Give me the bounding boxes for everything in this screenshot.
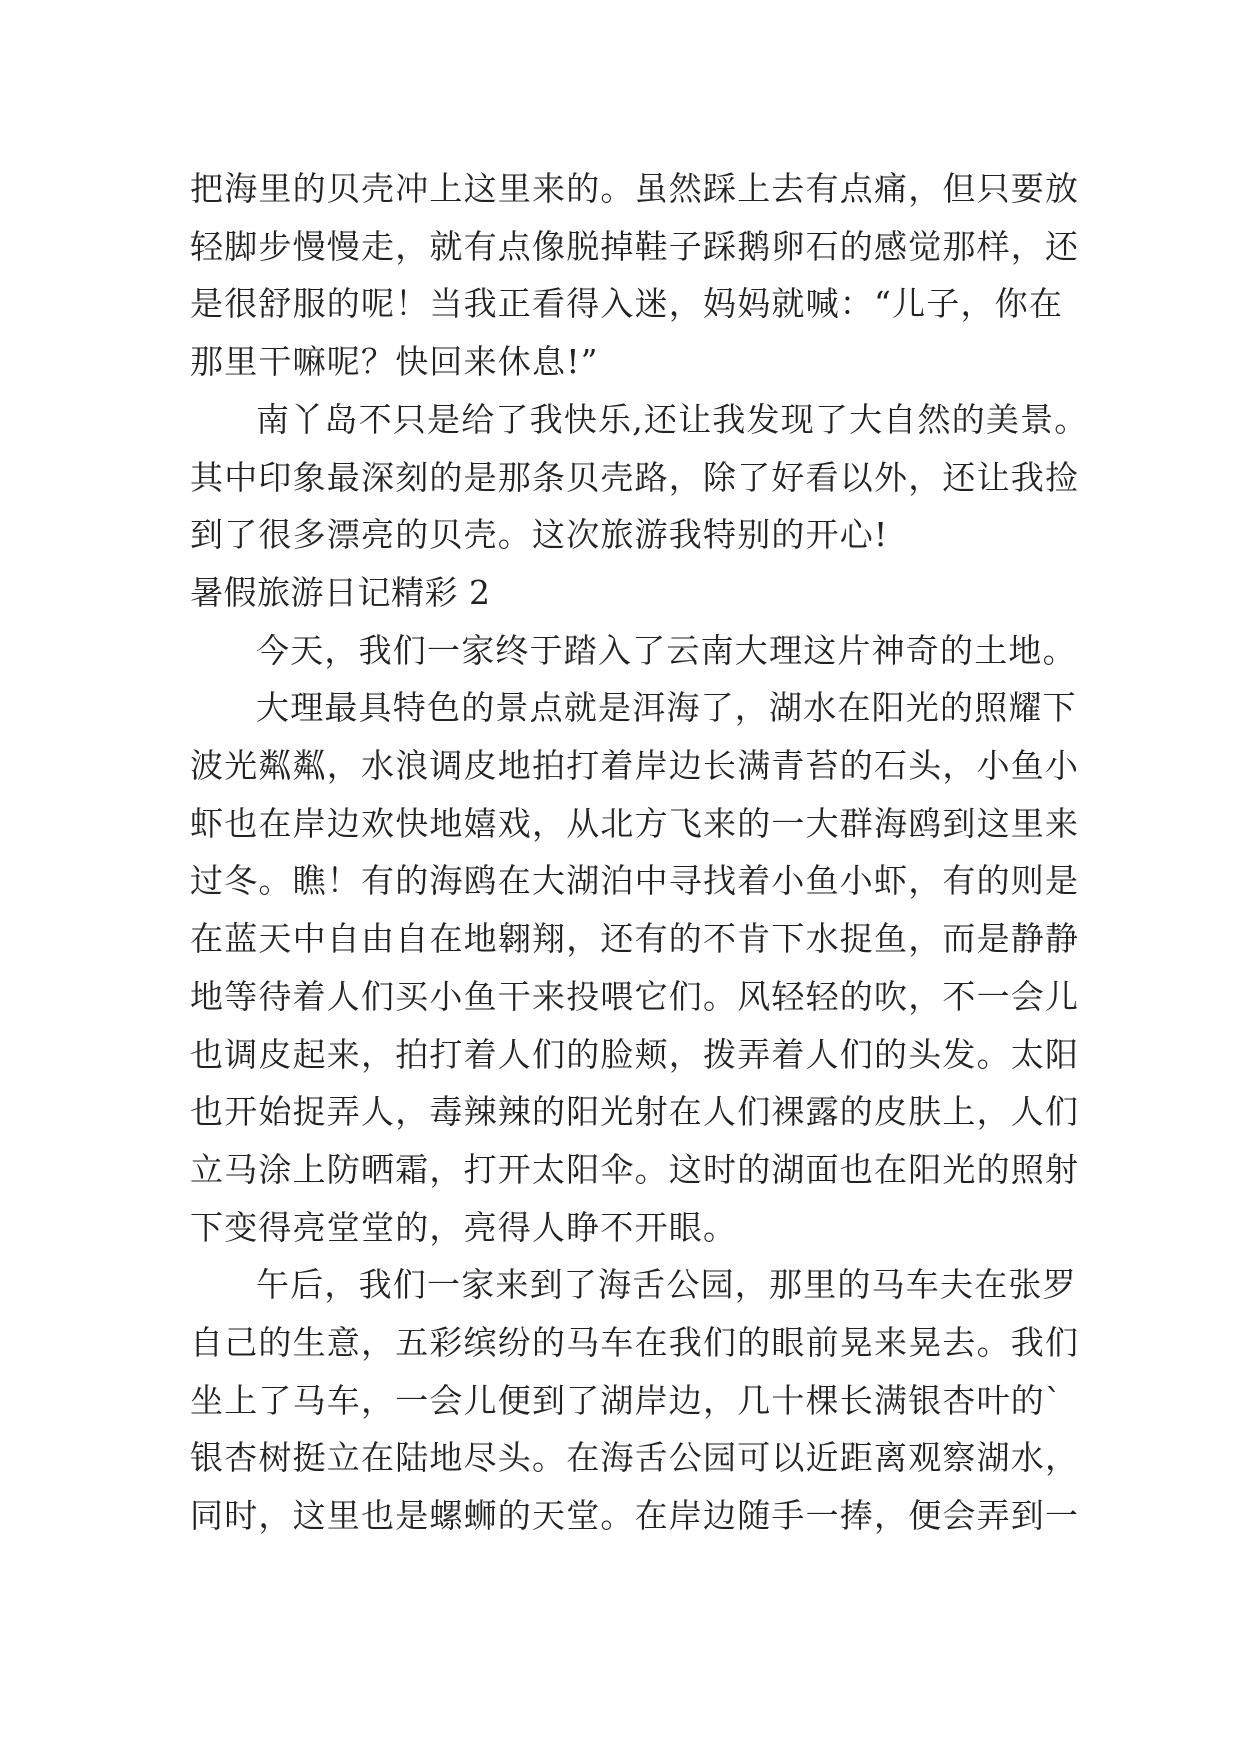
- paragraph: [190, 679, 1090, 1256]
- paragraph: [190, 160, 1090, 391]
- text-line: 其中印象最深刻的是那条贝壳路，除了好看以外，还让我捡: [190, 457, 1080, 497]
- paragraph: [190, 622, 1090, 680]
- text-line: 到了很多漂亮的贝壳。这次旅游我特别的开心!: [190, 515, 889, 555]
- text-line: 那里干嘛呢？快回来休息!”: [190, 342, 599, 382]
- text-line: 把海里的贝壳冲上这里来的。虽然踩上去有点痛，但只要放: [190, 169, 1080, 208]
- text-line: 午后，我们一家来到了海舌公园，那里的马车夫在张罗: [256, 1265, 1077, 1305]
- text-line: 南丫岛不只是给了我快乐,还让我发现了大自然的美景。: [256, 399, 1089, 439]
- text-line: 今天，我们一家终于踏入了云南大理这片神奇的土地。: [256, 630, 1077, 670]
- document-body: [190, 160, 1090, 1545]
- text-line: 地等待着人们买小鱼干来投喂它们。风轻轻的吹，不一会儿: [190, 976, 1080, 1016]
- section-heading: 暑假旅游日记精彩 2: [190, 572, 491, 612]
- text-line: 银杏树挺立在陆地尽头。在海舌公园可以近距离观察湖水，: [190, 1438, 1080, 1478]
- text-line: 在蓝天中自由自在地翱翔，还有的不肯下水捉鱼，而是静静: [190, 919, 1080, 959]
- text-line: 自己的生意，五彩缤纷的马车在我们的眼前晃来晃去。我们: [190, 1323, 1080, 1363]
- text-line: 也开始捉弄人，毒辣辣的阳光射在人们裸露的皮肤上，人们: [190, 1092, 1080, 1132]
- text-line: 轻脚步慢慢走，就有点像脱掉鞋子踩鹅卵石的感觉那样，还: [190, 226, 1080, 266]
- text-line: 是很舒服的呢！当我正看得入迷，妈妈就喊：“儿子，你在: [190, 284, 1064, 324]
- text-line: 也调皮起来，拍打着人们的脸颊，拨弄着人们的头发。太阳: [190, 1034, 1080, 1074]
- text-line: 过冬。瞧！有的海鸥在大湖泊中寻找着小鱼小虾，有的则是: [190, 861, 1080, 901]
- paragraph: [190, 1256, 1090, 1545]
- text-line: 波光粼粼，水浪调皮地拍打着岸边长满青苔的石头，小鱼小: [190, 746, 1080, 786]
- text-line: 大理最具特色的景点就是洱海了，湖水在阳光的照耀下: [256, 688, 1077, 728]
- text-line: 虾也在岸边欢快地嬉戏，从北方飞来的一大群海鸥到这里来: [190, 803, 1080, 843]
- text-line: 立马涂上防晒霜，打开太阳伞。这时的湖面也在阳光的照射: [190, 1149, 1080, 1189]
- text-line: 下变得亮堂堂的，亮得人睁不开眼。: [190, 1207, 738, 1247]
- paragraph: [190, 391, 1090, 564]
- text-line: 同时，这里也是螺蛳的天堂。在岸边随手一捧，便会弄到一: [190, 1496, 1080, 1536]
- text-line: 坐上了马车，一会儿便到了湖岸边，几十棵长满银杏叶的`: [190, 1380, 1063, 1420]
